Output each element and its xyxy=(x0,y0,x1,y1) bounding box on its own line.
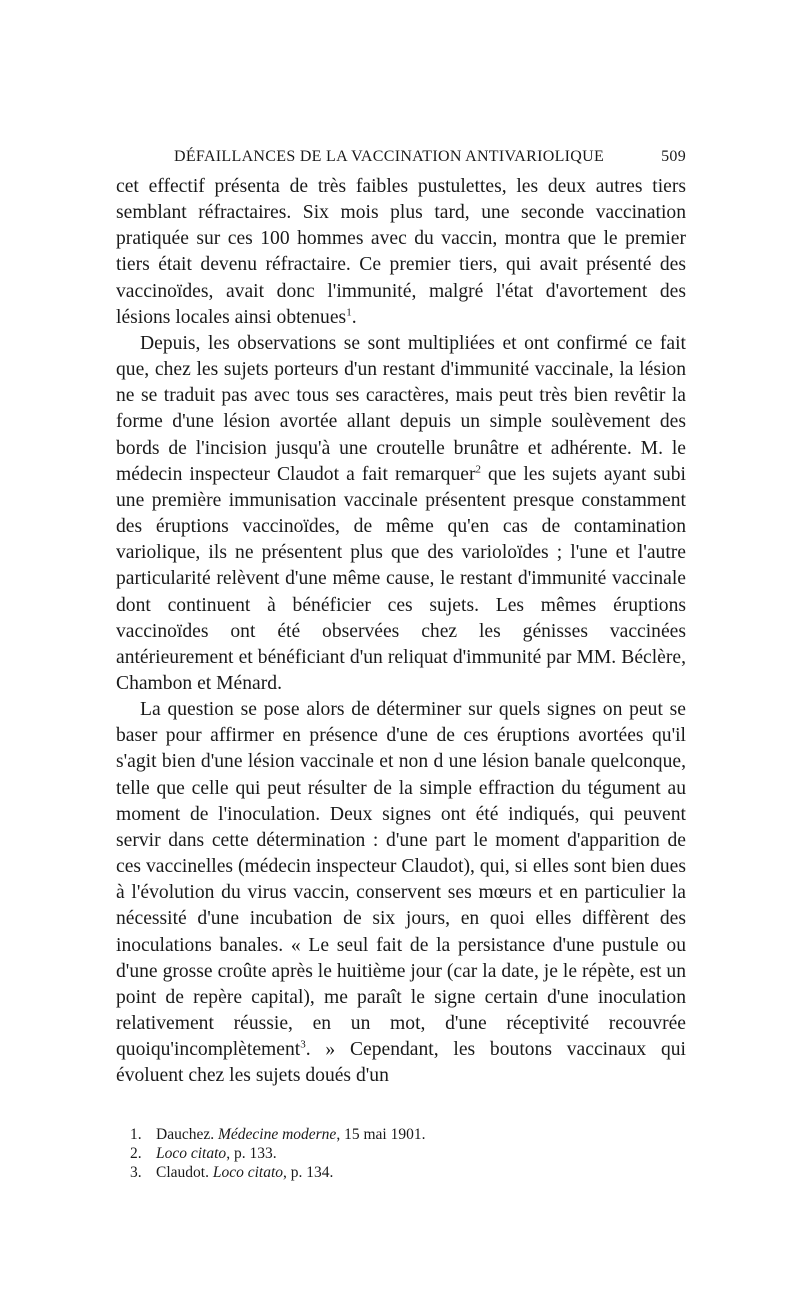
footnote-ref-2: 2 xyxy=(475,463,481,476)
paragraph-2: Depuis, les observations se sont multipliées et ont confirmé ce fait que, chez les sujets porteurs d'un restant d'immunité vaccinale, la lésion ne se traduit pas avec tous ses caractères, mais peut très bien revêtir la forme d'une lésion avortée allant depuis un simple soulèvement des bords de l'incision jusqu'à une croutelle brunâtre et adhérente. M. le médecin inspecteur Claudot a fait remarquer$^2$ que les sujets ayant subi une première immunisation vaccinale présentent presque constamment des éruptions vaccinoïdes, de même qu'en cas de contamination variolique, ils ne présentent plus que des varioloïdes ; l'une et l'autre particularité relèvent d'une même cause, le restant d'immunité vaccinale dont continuent à bénéficier ces sujets. Les mêmes éruptions vaccinoïdes ont été observées chez les génisses vaccinées antérieurement et bénéficiant d'un reliquat d'immunité par MM. Béclère, Chambon et Ménard. xyxy=(116,332,686,694)
paragraph-1: cet effectif présenta de très faibles pustulettes, les deux autres tiers semblant réfractaires. Six mois plus tard, une seconde vaccination pratiquée sur ces 100 hommes avec du vaccin, montra que le premier tiers était devenu réfractaire. Ce premier tiers, qui avait présenté des vaccinoïdes, avait donc l'immunité, malgré l'état d'avortement des lésions locales ainsi obtenues$^1$. xyxy=(116,176,686,328)
footnote-ref-3: 3 xyxy=(300,1038,306,1051)
footnote-1: 1. Dauchez. Médecine moderne, 15 mai 1901. xyxy=(130,1126,426,1144)
running-head xyxy=(116,140,686,174)
page-number: 509 xyxy=(661,148,686,165)
footnote-3: 3. Claudot. Loco citato, p. 134. xyxy=(130,1164,334,1182)
running-title: DÉFAILLANCES DE LA VACCINATION ANTIVARIOLIQUE xyxy=(174,148,605,165)
paragraph-3: La question se pose alors de déterminer sur quels signes on peut se baser pour affirmer en présence d'une de ces éruptions avortées qu'il s'agit bien d'une lésion vaccinale et non d une lésion banale quelconque, telle que celle qui peut résulter de la simple effraction du tégument au moment de l'inoculation. Deux signes ont été indiqués, qui peuvent servir dans cette détermination : d'une part le moment d'apparition de ces vaccinelles (médecin inspecteur Claudot), qui, si elles sont bien dues à l'évolution du virus vaccin, conservent ses mœurs et en particulier la nécessité d'une incubation de six jours, en quoi elles diffèrent des inoculations banales. « Le seul fait de la persistance d'une pustule ou d'une grosse croûte après le huitième jour (car la date, je le répète, est un point de repère capital), me paraît le signe certain d'une inoculation relativement réussie, en un mot, d'une réceptivité recouvrée quoiqu'incomplètement$^3$. » Cependant, les boutons vaccinaux qui évoluent chez les sujets doués d'un xyxy=(116,699,686,1087)
footnotes xyxy=(116,1125,686,1182)
footnote-ref-1: 1 xyxy=(346,306,352,319)
footnote-2: 2. Loco citato, p. 133. xyxy=(130,1145,277,1163)
book-page xyxy=(116,140,686,1182)
body-text xyxy=(116,174,686,1089)
